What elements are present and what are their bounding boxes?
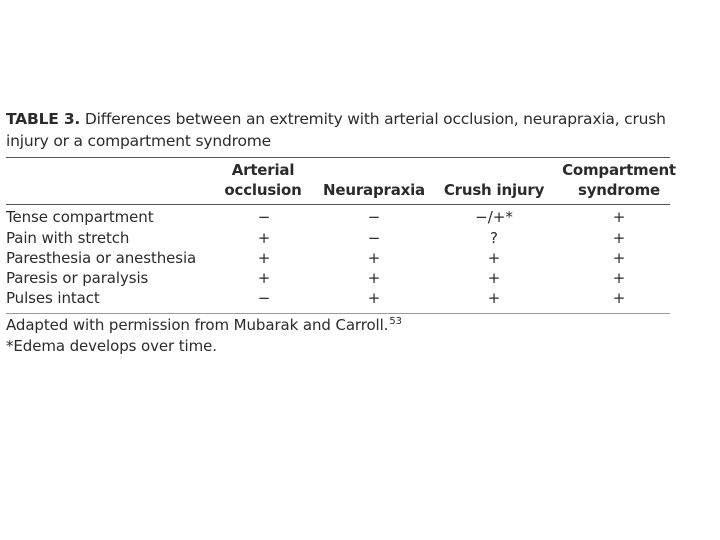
cell-neurapraxia: − [367,229,381,247]
cell-compartment: + [612,229,626,247]
header-neurapraxia [322,180,426,200]
cell-neurapraxia: + [367,269,381,287]
header-arterial-line1: Arterial [231,161,295,179]
row-label-pain-with-stretch: Pain with stretch [6,229,130,247]
cell-crush: + [487,249,501,267]
header-compartment-line1: Compartment [562,161,676,179]
header-compartment-line2: syndrome [577,181,661,199]
footnote-source-text: Adapted with permission from Mubarak and Carroll. [6,316,389,334]
table-top-rule [6,157,670,158]
table-header-rule [6,204,670,205]
row-label-tense-compartment: Tense compartment [6,208,154,226]
footnote-edema: *Edema develops over time. [6,337,217,355]
cell-neurapraxia: − [367,208,381,226]
cell-arterial: − [257,289,271,307]
header-compartment-syndrome [562,160,676,200]
cell-compartment: + [612,269,626,287]
header-arterial-occlusion [224,160,302,200]
cell-arterial: − [257,208,271,226]
header-arterial-line2: occlusion [224,181,302,199]
table-caption [6,108,674,152]
table-caption-text: Differences between an extremity with arterial occlusion, neurapraxia, crush injury or a compartment syndrome [6,110,666,150]
header-crush-injury [440,180,548,200]
footnote-reference-number: 53 [389,316,402,327]
cell-crush: + [487,269,501,287]
cell-arterial: + [257,269,271,287]
cell-compartment: + [612,249,626,267]
cell-compartment: + [612,289,626,307]
row-label-paresis: Paresis or paralysis [6,269,149,287]
footnote-source [6,315,402,335]
cell-compartment: + [612,208,626,226]
table-bottom-rule [6,313,670,314]
header-neurapraxia-line1: Neurapraxia [323,181,425,199]
cell-arterial: + [257,229,271,247]
cell-neurapraxia: + [367,249,381,267]
cell-arterial: + [257,249,271,267]
cell-crush: −/+* [475,208,513,226]
cell-crush: ? [490,229,498,247]
cell-crush: + [487,289,501,307]
row-label-paresthesia: Paresthesia or anesthesia [6,249,197,267]
cell-neurapraxia: + [367,289,381,307]
row-label-pulses-intact: Pulses intact [6,289,100,307]
table-number: TABLE 3. [6,110,81,128]
header-crush-line1: Crush injury [443,181,545,199]
